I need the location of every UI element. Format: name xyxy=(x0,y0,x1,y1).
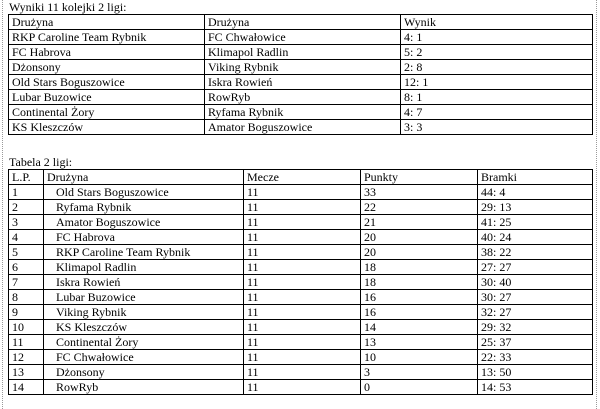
standings-cell-team: Dżonsony xyxy=(44,365,244,380)
standings-header-position: L.P. xyxy=(9,170,44,185)
results-cell-score: 5: 2 xyxy=(401,45,593,60)
standings-cell-team: RowRyb xyxy=(44,380,244,395)
standings-cell-team: Old Stars Boguszowice xyxy=(44,185,244,200)
standings-cell-goals: 32: 27 xyxy=(478,305,593,320)
standings-cell-position: 2 xyxy=(9,200,44,215)
standings-header-goals: Bramki xyxy=(478,170,593,185)
standings-cell-goals: 25: 37 xyxy=(478,335,593,350)
standings-header-points: Punkty xyxy=(361,170,478,185)
standings-caption: Tabela 2 ligi: xyxy=(9,155,73,169)
standings-cell-points: 10 xyxy=(361,350,478,365)
results-cell-away-team: Klimapol Radlin xyxy=(205,45,401,60)
standings-cell-goals: 41: 25 xyxy=(478,215,593,230)
standings-cell-points: 33 xyxy=(361,185,478,200)
standings-cell-points: 22 xyxy=(361,200,478,215)
page-margin-right xyxy=(596,0,597,409)
standings-cell-matches: 11 xyxy=(244,230,361,245)
standings-cell-goals: 13: 50 xyxy=(478,365,593,380)
standings-cell-position: 8 xyxy=(9,290,44,305)
results-cell-home-team: Old Stars Boguszowice xyxy=(9,75,205,90)
table-row xyxy=(9,120,593,135)
results-header-away-team: Drużyna xyxy=(205,15,401,30)
results-cell-score: 4: 1 xyxy=(401,30,593,45)
standings-cell-goals: 14: 53 xyxy=(478,380,593,395)
results-cell-score: 4: 7 xyxy=(401,105,593,120)
standings-cell-matches: 11 xyxy=(244,305,361,320)
standings-cell-goals: 29: 13 xyxy=(478,200,593,215)
results-cell-home-team: KS Kleszczów xyxy=(9,120,205,135)
standings-cell-points: 3 xyxy=(361,365,478,380)
standings-cell-goals: 44: 4 xyxy=(478,185,593,200)
table-row xyxy=(9,230,593,245)
standings-cell-matches: 11 xyxy=(244,365,361,380)
standings-cell-goals: 30: 40 xyxy=(478,275,593,290)
table-row xyxy=(9,380,593,395)
results-header-score: Wynik xyxy=(401,15,593,30)
standings-cell-goals: 22: 33 xyxy=(478,350,593,365)
standings-cell-position: 14 xyxy=(9,380,44,395)
standings-cell-team: RKP Caroline Team Rybnik xyxy=(44,245,244,260)
standings-cell-position: 4 xyxy=(9,230,44,245)
standings-cell-position: 11 xyxy=(9,335,44,350)
standings-cell-team: KS Kleszczów xyxy=(44,320,244,335)
standings-cell-points: 16 xyxy=(361,305,478,320)
page-margin-left xyxy=(2,0,3,409)
standings-header-matches: Mecze xyxy=(244,170,361,185)
results-cell-away-team: Ryfama Rybnik xyxy=(205,105,401,120)
table-row xyxy=(9,335,593,350)
standings-cell-position: 10 xyxy=(9,320,44,335)
table-row xyxy=(9,185,593,200)
standings-cell-matches: 11 xyxy=(244,380,361,395)
results-cell-score: 3: 3 xyxy=(401,120,593,135)
table-row xyxy=(9,260,593,275)
standings-cell-matches: 11 xyxy=(244,290,361,305)
standings-cell-points: 18 xyxy=(361,260,478,275)
results-cell-score: 8: 1 xyxy=(401,90,593,105)
table-row xyxy=(9,90,593,105)
standings-cell-points: 18 xyxy=(361,275,478,290)
results-caption: Wyniki 11 kolejki 2 ligi: xyxy=(9,0,127,14)
results-cell-away-team: Iskra Rowień xyxy=(205,75,401,90)
results-cell-away-team: FC Chwałowice xyxy=(205,30,401,45)
table-row xyxy=(9,60,593,75)
results-cell-home-team: Dżonsony xyxy=(9,60,205,75)
table-row xyxy=(9,245,593,260)
standings-cell-points: 0 xyxy=(361,380,478,395)
standings-cell-points: 21 xyxy=(361,215,478,230)
standings-cell-matches: 11 xyxy=(244,350,361,365)
standings-cell-team: Amator Boguszowice xyxy=(44,215,244,230)
standings-cell-points: 16 xyxy=(361,290,478,305)
standings-cell-matches: 11 xyxy=(244,200,361,215)
table-row xyxy=(9,45,593,60)
standings-cell-team: Klimapol Radlin xyxy=(44,260,244,275)
results-header-home-team: Drużyna xyxy=(9,15,205,30)
results-cell-score: 12: 1 xyxy=(401,75,593,90)
standings-cell-team: Iskra Rowień xyxy=(44,275,244,290)
standings-cell-position: 7 xyxy=(9,275,44,290)
standings-cell-points: 20 xyxy=(361,230,478,245)
table-row xyxy=(9,275,593,290)
standings-header-team: Drużyna xyxy=(44,170,244,185)
standings-cell-team: Viking Rybnik xyxy=(44,305,244,320)
standings-table xyxy=(8,169,593,395)
standings-cell-team: Lubar Buzowice xyxy=(44,290,244,305)
standings-cell-goals: 38: 22 xyxy=(478,245,593,260)
standings-cell-position: 5 xyxy=(9,245,44,260)
standings-cell-goals: 40: 24 xyxy=(478,230,593,245)
results-cell-away-team: RowRyb xyxy=(205,90,401,105)
standings-cell-team: FC Chwałowice xyxy=(44,350,244,365)
table-row xyxy=(9,350,593,365)
standings-cell-matches: 11 xyxy=(244,185,361,200)
standings-cell-goals: 30: 27 xyxy=(478,290,593,305)
table-row xyxy=(9,75,593,90)
standings-cell-matches: 11 xyxy=(244,320,361,335)
standings-cell-matches: 11 xyxy=(244,275,361,290)
table-row xyxy=(9,290,593,305)
table-row xyxy=(9,320,593,335)
standings-cell-points: 14 xyxy=(361,320,478,335)
table-row xyxy=(9,30,593,45)
results-cell-away-team: Viking Rybnik xyxy=(205,60,401,75)
table-row xyxy=(9,305,593,320)
results-cell-home-team: Continental Żory xyxy=(9,105,205,120)
standings-cell-position: 13 xyxy=(9,365,44,380)
standings-cell-matches: 11 xyxy=(244,245,361,260)
table-row xyxy=(9,365,593,380)
standings-cell-points: 13 xyxy=(361,335,478,350)
standings-cell-matches: 11 xyxy=(244,260,361,275)
results-cell-score: 2: 8 xyxy=(401,60,593,75)
results-cell-away-team: Amator Boguszowice xyxy=(205,120,401,135)
standings-cell-team: FC Habrova xyxy=(44,230,244,245)
standings-cell-matches: 11 xyxy=(244,335,361,350)
results-cell-home-team: FC Habrova xyxy=(9,45,205,60)
standings-cell-position: 3 xyxy=(9,215,44,230)
standings-cell-matches: 11 xyxy=(244,215,361,230)
standings-cell-position: 1 xyxy=(9,185,44,200)
standings-cell-points: 20 xyxy=(361,245,478,260)
results-table xyxy=(8,14,593,135)
results-header-row xyxy=(9,15,593,30)
standings-cell-position: 12 xyxy=(9,350,44,365)
results-cell-home-team: Lubar Buzowice xyxy=(9,90,205,105)
table-row xyxy=(9,105,593,120)
standings-header-row xyxy=(9,170,593,185)
standings-cell-team: Ryfama Rybnik xyxy=(44,200,244,215)
standings-cell-goals: 27: 27 xyxy=(478,260,593,275)
standings-cell-team: Continental Żory xyxy=(44,335,244,350)
standings-cell-position: 9 xyxy=(9,305,44,320)
standings-cell-goals: 29: 32 xyxy=(478,320,593,335)
results-cell-home-team: RKP Caroline Team Rybnik xyxy=(9,30,205,45)
table-row xyxy=(9,200,593,215)
table-row xyxy=(9,215,593,230)
standings-cell-position: 6 xyxy=(9,260,44,275)
